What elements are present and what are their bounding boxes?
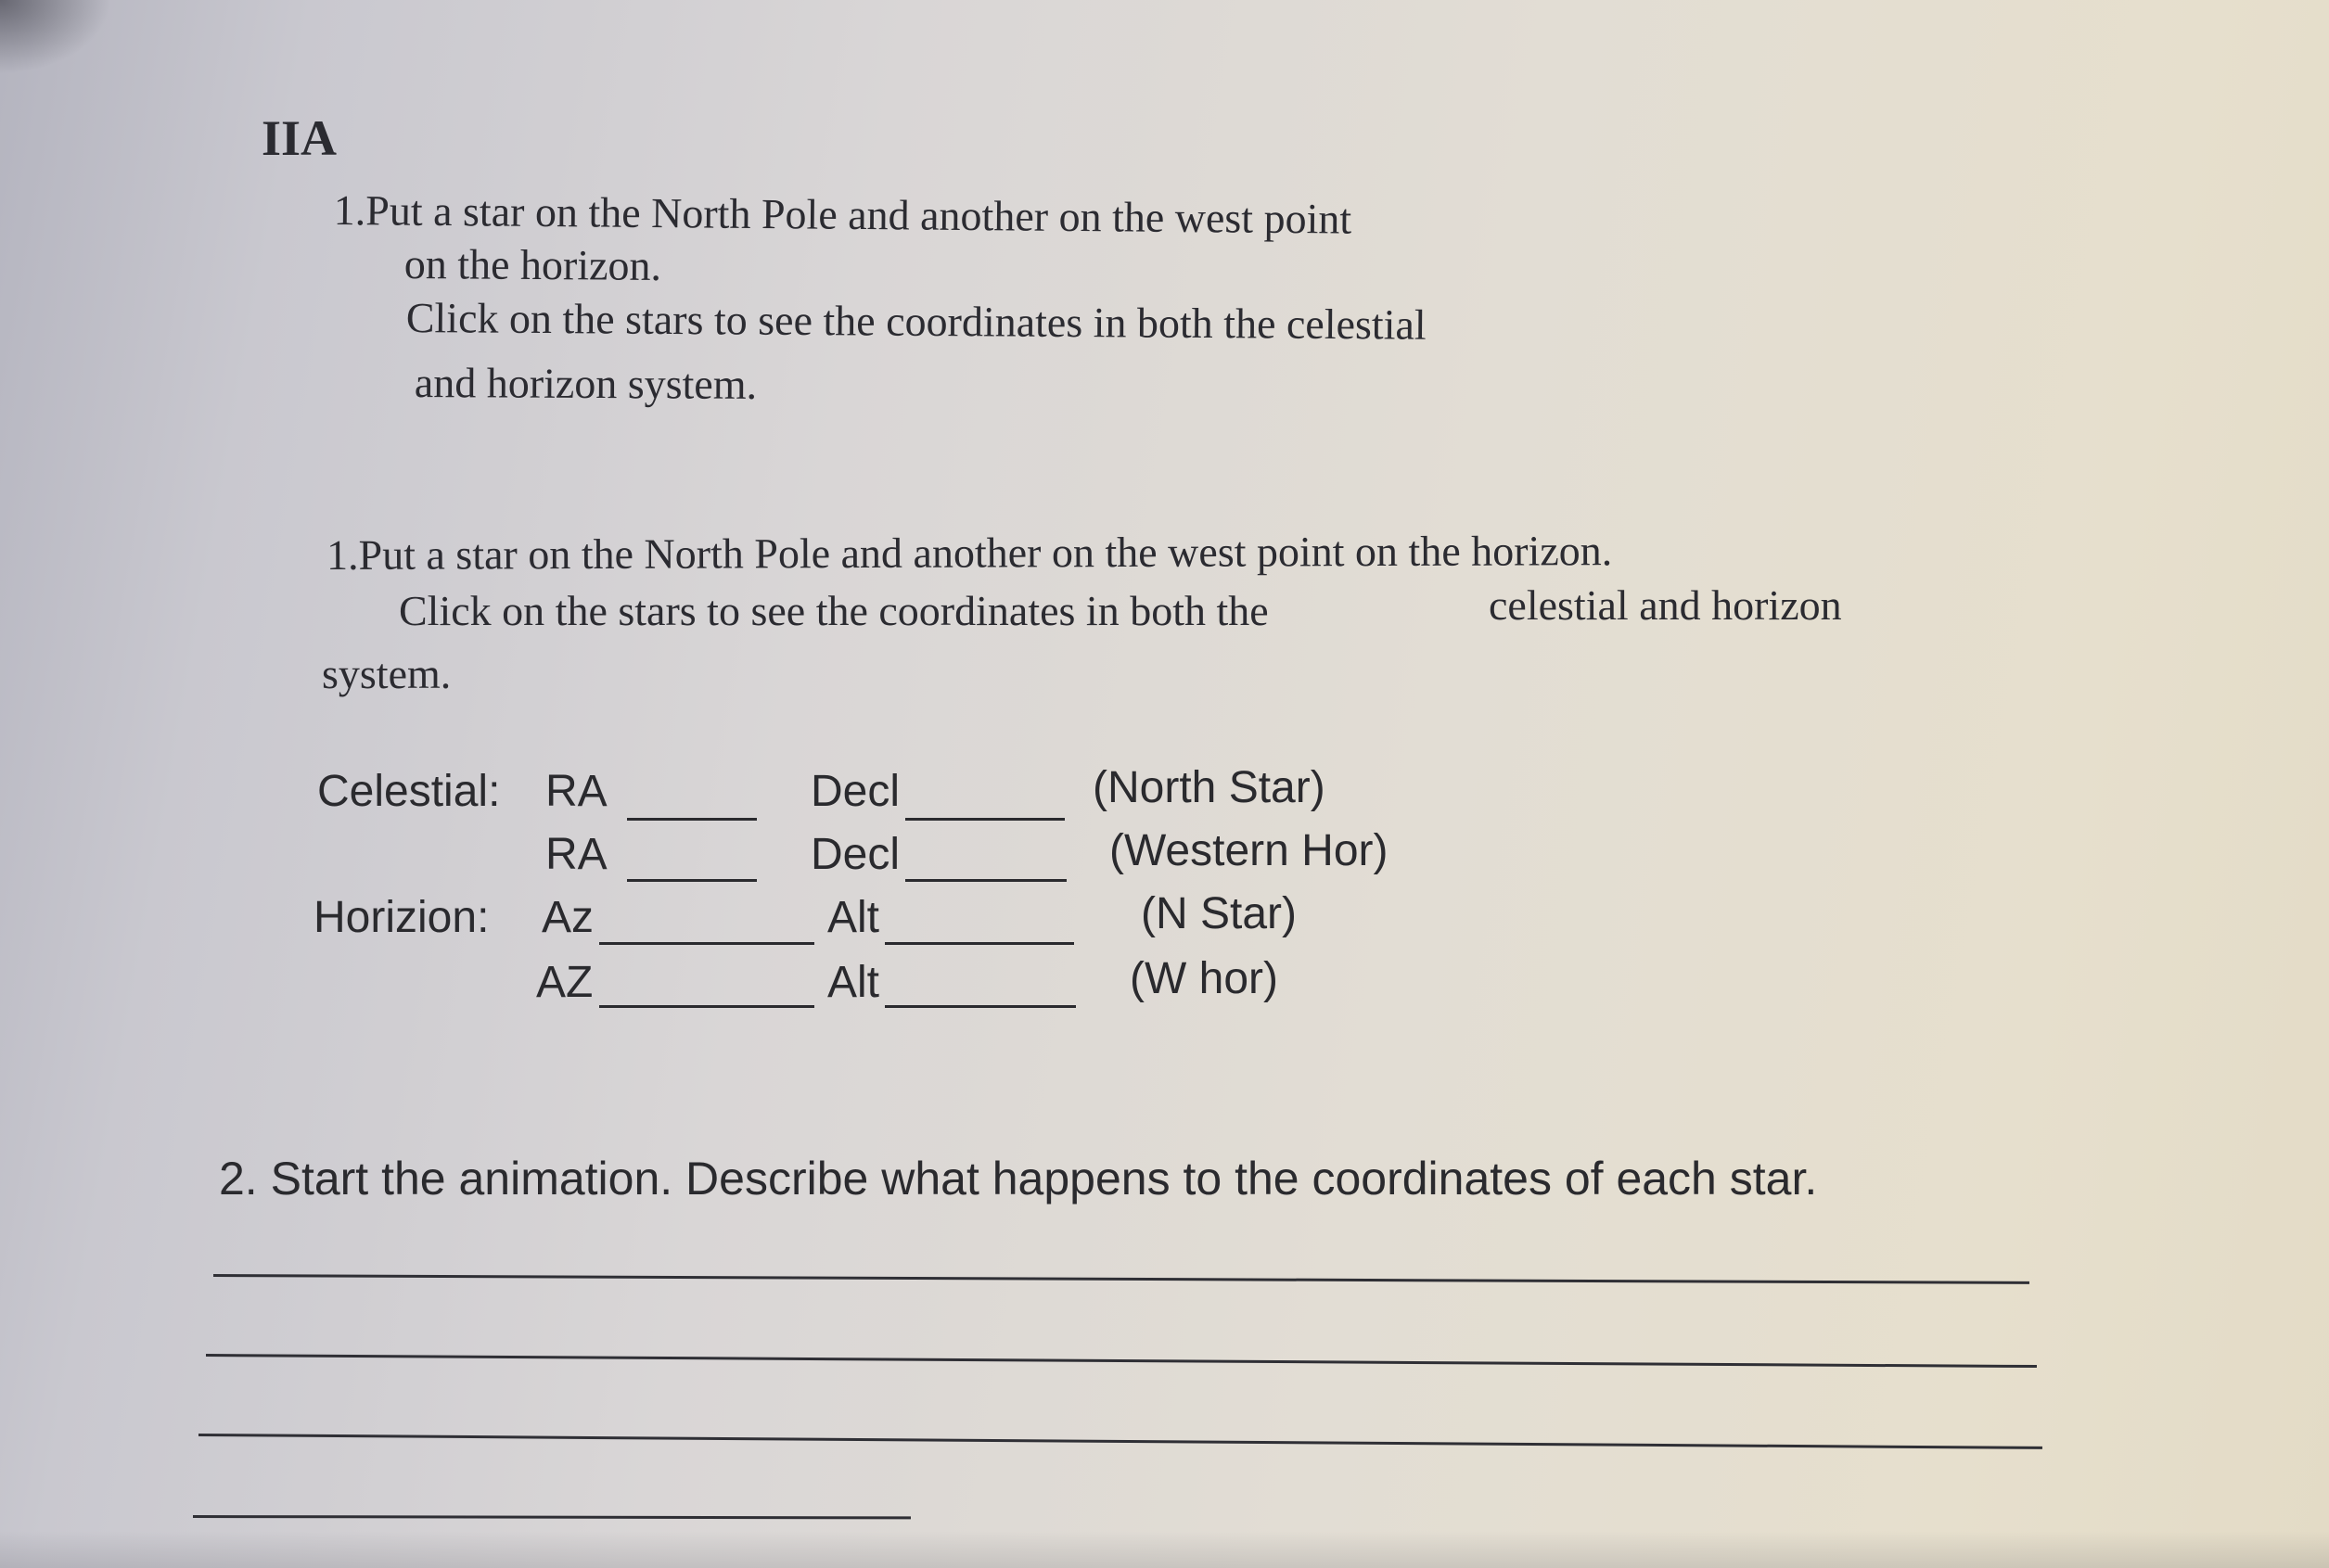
answer-line-2[interactable] <box>206 1354 2037 1368</box>
question-2: 2. Start the animation. Describe what happens to the coordinates of each star. <box>219 1153 1818 1205</box>
coord-label-az-n-star: Az <box>542 893 595 942</box>
page-bottom-shadow <box>0 1531 2329 1568</box>
answer-line-3[interactable] <box>198 1434 2042 1449</box>
alt-n-star-blank[interactable] <box>885 905 1074 945</box>
alt-w-hor-blank[interactable] <box>885 968 1076 1008</box>
coord-label-alt-w-hor: Alt <box>827 958 880 1007</box>
repeat-line-2b: celestial and horizon <box>1489 581 1842 629</box>
section-title: IIA <box>262 110 338 166</box>
ra-west-hor-blank[interactable] <box>627 842 757 882</box>
repeat-line-3: system. <box>322 650 452 697</box>
target-w-hor: (W hor) <box>1130 954 1278 1003</box>
coord-label-ra-west-hor: RA <box>545 830 608 879</box>
coord-label-decl-north-star: Decl <box>811 767 901 816</box>
page-corner-shadow <box>0 0 111 74</box>
answer-line-4[interactable] <box>193 1515 911 1519</box>
coord-label-ra-north-star: RA <box>545 767 608 816</box>
answer-line-1[interactable] <box>213 1274 2029 1284</box>
coord-label-decl-west-hor: Decl <box>811 830 901 879</box>
ra-north-star-blank[interactable] <box>627 781 757 821</box>
target-north-star: (North Star) <box>1093 763 1325 812</box>
horizon-label: Horizion: <box>314 893 490 942</box>
coord-label-alt-n-star: Alt <box>827 893 880 942</box>
target-n-star: (N Star) <box>1141 889 1297 938</box>
az-n-star-blank[interactable] <box>599 905 814 945</box>
decl-north-star-blank[interactable] <box>905 781 1065 821</box>
coord-label-az-w-hor: AZ <box>536 958 594 1007</box>
decl-west-hor-blank[interactable] <box>905 842 1067 882</box>
intro-line-3: Click on the stars to see the coordinates in both the celestial <box>405 293 1427 349</box>
celestial-label: Celestial: <box>317 767 501 816</box>
repeat-line-2a: Click on the stars to see the coordinates in both the <box>399 587 1269 634</box>
intro-line-4: and horizon system. <box>414 359 758 408</box>
az-w-hor-blank[interactable] <box>599 968 814 1008</box>
target-west-hor: (Western Hor) <box>1109 826 1388 875</box>
repeat-line-1: 1.Put a star on the North Pole and another on the west point on the horizon. <box>326 527 1613 579</box>
intro-line-2: on the horizon. <box>403 239 662 289</box>
intro-line-1: 1.Put a star on the North Pole and another on the west point <box>333 185 1352 243</box>
